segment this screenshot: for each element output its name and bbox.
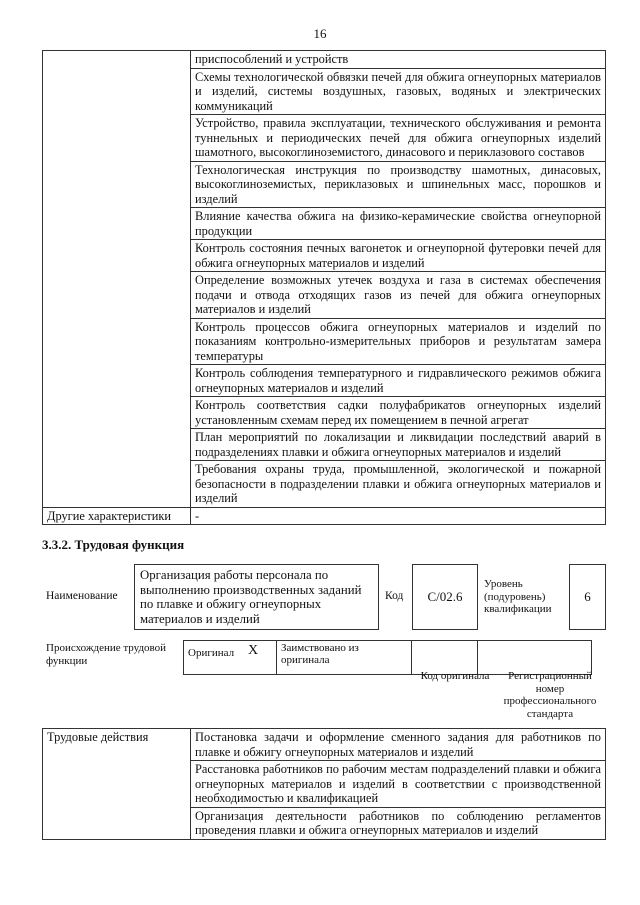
labor-action-item: Постановка задачи и оформление сменного задания для работников по плавке и обжигу огнеупорных материалов и изделий — [191, 729, 606, 761]
knowledge-item: Требования охраны труда, промышленной, экологической и пожарной безопасности в подразделении плавки и обжига огнеупорных материалов и изделий — [191, 461, 606, 508]
origin-label: Происхождение трудовой функции — [46, 642, 167, 667]
original-label: Оригинал — [184, 641, 245, 675]
level-box: 6 — [569, 564, 606, 630]
labor-actions-table — [42, 728, 606, 840]
knowledge-item: Схемы технологической обвязки печей для обжига огнеупорных материалов и изделий, системы воздушных, газовых, водяных и электрических коммуникаций — [191, 68, 606, 115]
knowledge-item: Технологическая инструкция по производству шамотных, динасовых, высокоглиноземистых, периклазовых и шпинельных масс, порошков и изделий — [191, 161, 606, 208]
code-label: Код — [385, 590, 404, 602]
registration-caption: Регистрационный номер профессионального стандарта — [503, 670, 597, 720]
other-characteristics-label: Другие характеристики — [43, 507, 191, 525]
code-box: C/02.6 — [412, 564, 478, 630]
knowledge-item: Контроль процессов обжига огнеупорных материалов и изделий по показаниям контрольно-измерительных приборов и результатам замера температуры — [191, 318, 606, 365]
knowledge-item: Контроль состояния печных вагонеток и огнеупорной футеровки печей для обжига огнеупорных материалов и изделий — [191, 240, 606, 272]
knowledge-item: Контроль соблюдения температурного и гидравлического режимов обжига огнеупорных материалов и изделий — [191, 365, 606, 397]
original-mark: X — [244, 641, 277, 675]
labor-action-item: Организация деятельности работников по соблюдению регламентов проведения плавки и обжига огнеупорных материалов и изделий — [191, 807, 606, 839]
knowledge-table — [42, 50, 606, 525]
labor-actions-label: Трудовые действия — [43, 729, 191, 840]
function-name-box: Организация работы персонала по выполнению производственных заданий по плавке и обжигу огнеупорных материалов и изделий — [134, 564, 379, 630]
knowledge-item: Устройство, правила эксплуатации, технического обслуживания и ремонта туннельных и периодических печей для обжига огнеупорных изделий шамотного, высокоглиноземистого, динасового и периклазового составов — [191, 115, 606, 162]
page-number: 16 — [313, 26, 327, 41]
knowledge-item: Влияние качества обжига на физико-керамические свойства огнеупорной продукции — [191, 208, 606, 240]
name-label: Наименование — [46, 590, 118, 602]
labor-action-item: Расстановка работников по рабочим местам подразделений плавки и обжига огнеупорных материалов и изделий в соответствии с производственной необходимостью и квалификацией — [191, 761, 606, 808]
other-characteristics-value: - — [191, 507, 606, 525]
knowledge-label-cell — [43, 51, 191, 508]
level-label: Уровень (подуровень) квалификации — [484, 578, 552, 615]
table-row — [43, 729, 606, 761]
knowledge-item: приспособлений и устройств — [191, 51, 606, 69]
knowledge-item: План мероприятий по локализации и ликвидации последствий аварий в подразделениях плавки и обжига огнеупорных материалов и изделий — [191, 429, 606, 461]
table-row — [43, 507, 606, 525]
knowledge-item: Определение возможных утечек воздуха и газа в системах обеспечения подачи и отвода отходящих газов из печей для обжига огнеупорных материалов и изделий — [191, 272, 606, 319]
borrowed-label: Заимствовано из оригинала — [277, 641, 412, 675]
knowledge-item: Контроль соответствия садки полуфабрикатов огнеупорных изделий установленным схемам перед их помещением в печной агрегат — [191, 397, 606, 429]
code-caption: Код оригинала — [420, 670, 490, 682]
table-row — [43, 51, 606, 69]
section-title: 3.3.2. Трудовая функция — [42, 537, 185, 552]
